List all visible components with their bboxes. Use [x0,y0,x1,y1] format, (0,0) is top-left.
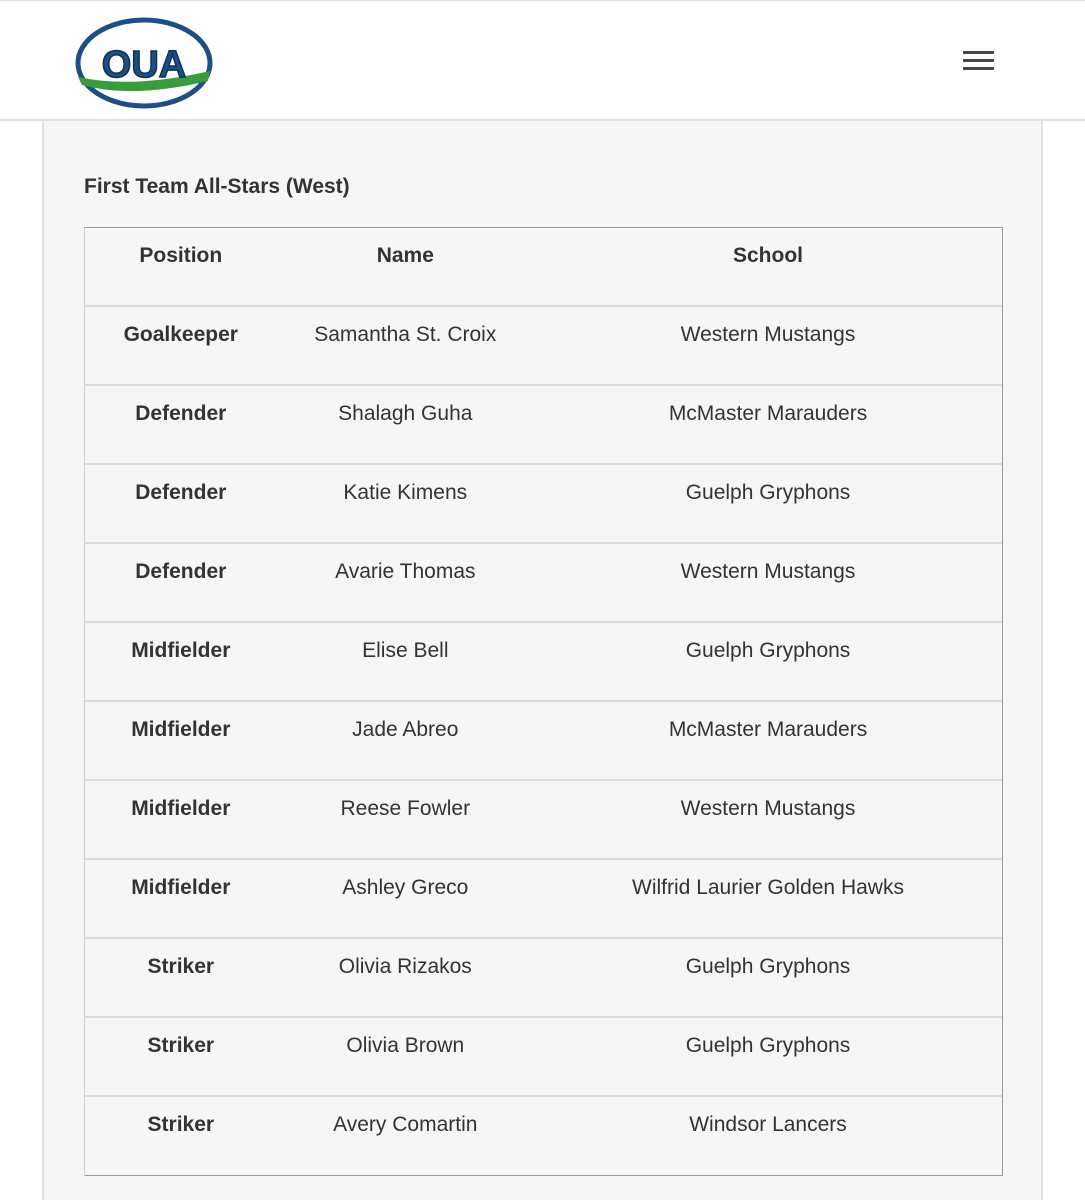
cell-position: Defender [135,560,227,583]
allstar-table [84,227,1003,1176]
table-row [85,781,1002,860]
logo-text: OUA [101,44,187,86]
table-row [85,465,1002,544]
cell-school: Guelph Gryphons [685,955,851,978]
cell-school: Guelph Gryphons [685,1034,851,1057]
cell-school: Guelph Gryphons [685,639,851,662]
cell-position: Midfielder [131,797,231,820]
cell-school: Wilfrid Laurier Golden Hawks [632,876,904,899]
menu-line [963,67,994,70]
cell-position: Goalkeeper [123,323,238,346]
table-row [85,1097,1002,1176]
oua-logo[interactable] [72,15,216,111]
page-gutter-right [1043,121,1085,1200]
column-header-position: Position [139,244,223,267]
section-title: First Team All-Stars (West) [84,175,350,198]
cell-name: Ashley Greco [342,876,469,899]
cell-school: Western Mustangs [680,797,856,820]
cell-name: Shalagh Guha [338,402,473,425]
table-row [85,860,1002,939]
table-row [85,939,1002,1018]
table-row [85,1018,1002,1097]
cell-school: Western Mustangs [680,560,856,583]
cell-position: Defender [135,481,227,504]
cell-name: Olivia Brown [346,1034,465,1057]
cell-name: Olivia Rizakos [338,955,472,978]
cell-school: Windsor Lancers [689,1113,847,1136]
cell-position: Midfielder [131,718,231,741]
page-gutter-left [0,121,42,1200]
cell-school: Western Mustangs [680,323,856,346]
column-header-name: Name [376,244,434,267]
cell-name: Avarie Thomas [335,560,476,583]
cell-position: Midfielder [131,876,231,899]
cell-school: McMaster Marauders [668,718,868,741]
cell-position: Striker [147,1113,215,1136]
hamburger-menu-icon[interactable] [956,47,1000,77]
cell-name: Samantha St. Croix [314,323,497,346]
cell-school: McMaster Marauders [668,402,868,425]
cell-position: Defender [135,402,227,425]
cell-position: Striker [147,1034,215,1057]
cell-position: Midfielder [131,639,231,662]
table-row [85,702,1002,781]
table-row [85,623,1002,702]
cell-name: Elise Bell [362,639,449,662]
column-header-school: School [733,244,804,267]
table-row [85,544,1002,623]
cell-name: Jade Abreo [352,718,459,741]
cell-position: Striker [147,955,215,978]
cell-name: Avery Comartin [333,1113,478,1136]
menu-line [963,51,994,54]
site-header [0,0,1085,121]
table-row [85,386,1002,465]
cell-name: Katie Kimens [343,481,468,504]
table-header-row [85,228,1002,307]
cell-name: Reese Fowler [340,797,471,820]
cell-school: Guelph Gryphons [685,481,851,504]
menu-line [963,59,994,62]
content-panel [42,121,1043,1200]
table-row [85,307,1002,386]
